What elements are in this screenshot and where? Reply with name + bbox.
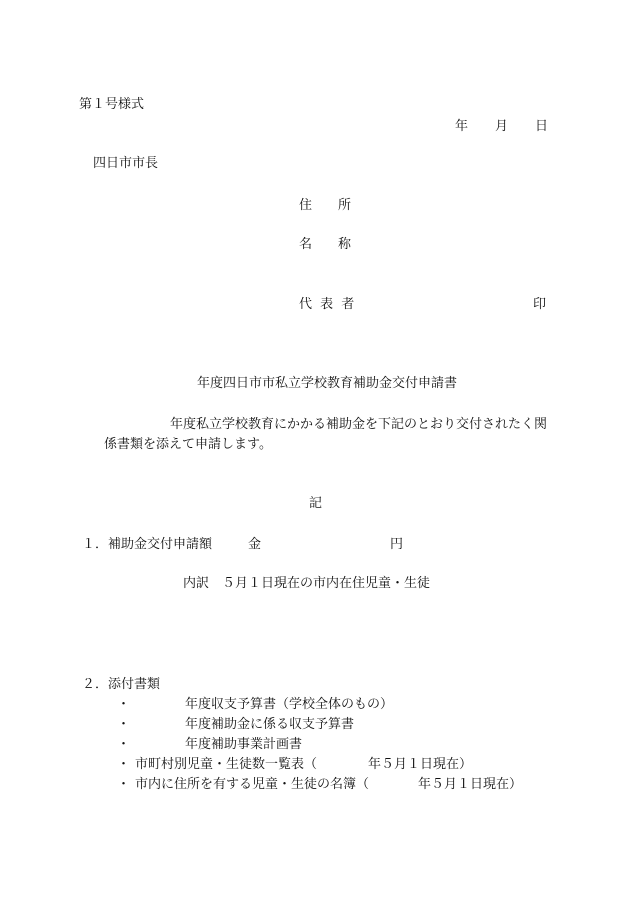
attachment-bullet: ・ bbox=[117, 697, 131, 712]
attachment-item-date: 年５月１日現在） bbox=[418, 777, 523, 792]
amount-yen-label: 円 bbox=[390, 537, 404, 552]
attachment-item: 年度補助金に係る収支予算書 bbox=[185, 717, 355, 732]
attachment-bullet: ・ bbox=[117, 717, 131, 732]
attachment-item: 市内に住所を有する児童・生徒の名簿（ bbox=[135, 777, 370, 792]
name-label: 名 称 bbox=[299, 237, 352, 252]
attachment-bullet: ・ bbox=[117, 737, 131, 752]
attachment-bullet: ・ bbox=[117, 777, 131, 792]
attachment-item-date: 年５月１日現在） bbox=[368, 757, 473, 772]
date-year-label: 年 bbox=[455, 119, 469, 134]
attachment-item: 市町村別児童・生徒数一覧表（ bbox=[135, 757, 318, 772]
attachment-item: 年度補助事業計画書 bbox=[185, 737, 303, 752]
representative-label: 代 表 者 bbox=[299, 297, 355, 312]
ki-heading: 記 bbox=[309, 496, 323, 511]
amount-kin-label: 金 bbox=[248, 537, 262, 552]
section2-heading: ２．添付書類 bbox=[82, 677, 161, 692]
breakdown-text: 内訳 ５月１日現在の市内在住児童・生徒 bbox=[183, 576, 431, 591]
seal-mark: 印 bbox=[533, 297, 547, 312]
form-number: 第１号様式 bbox=[79, 97, 145, 112]
attachment-bullet: ・ bbox=[117, 757, 131, 772]
document-title: 年度四日市市私立学校教育補助金交付申請書 bbox=[197, 376, 458, 391]
attachment-item: 年度収支予算書（学校全体のもの） bbox=[185, 697, 394, 712]
section1-heading: １．補助金交付申請額 bbox=[82, 537, 213, 552]
address-label: 住 所 bbox=[299, 198, 352, 213]
date-day-label: 日 bbox=[535, 119, 549, 134]
body-text-line-2: 係書類を添えて申請します。 bbox=[104, 437, 272, 452]
addressee: 四日市市長 bbox=[93, 156, 159, 171]
date-month-label: 月 bbox=[495, 119, 509, 134]
body-text-line-1: 年度私立学校教育にかかる補助金を下記のとおり交付されたく関 bbox=[170, 417, 548, 432]
